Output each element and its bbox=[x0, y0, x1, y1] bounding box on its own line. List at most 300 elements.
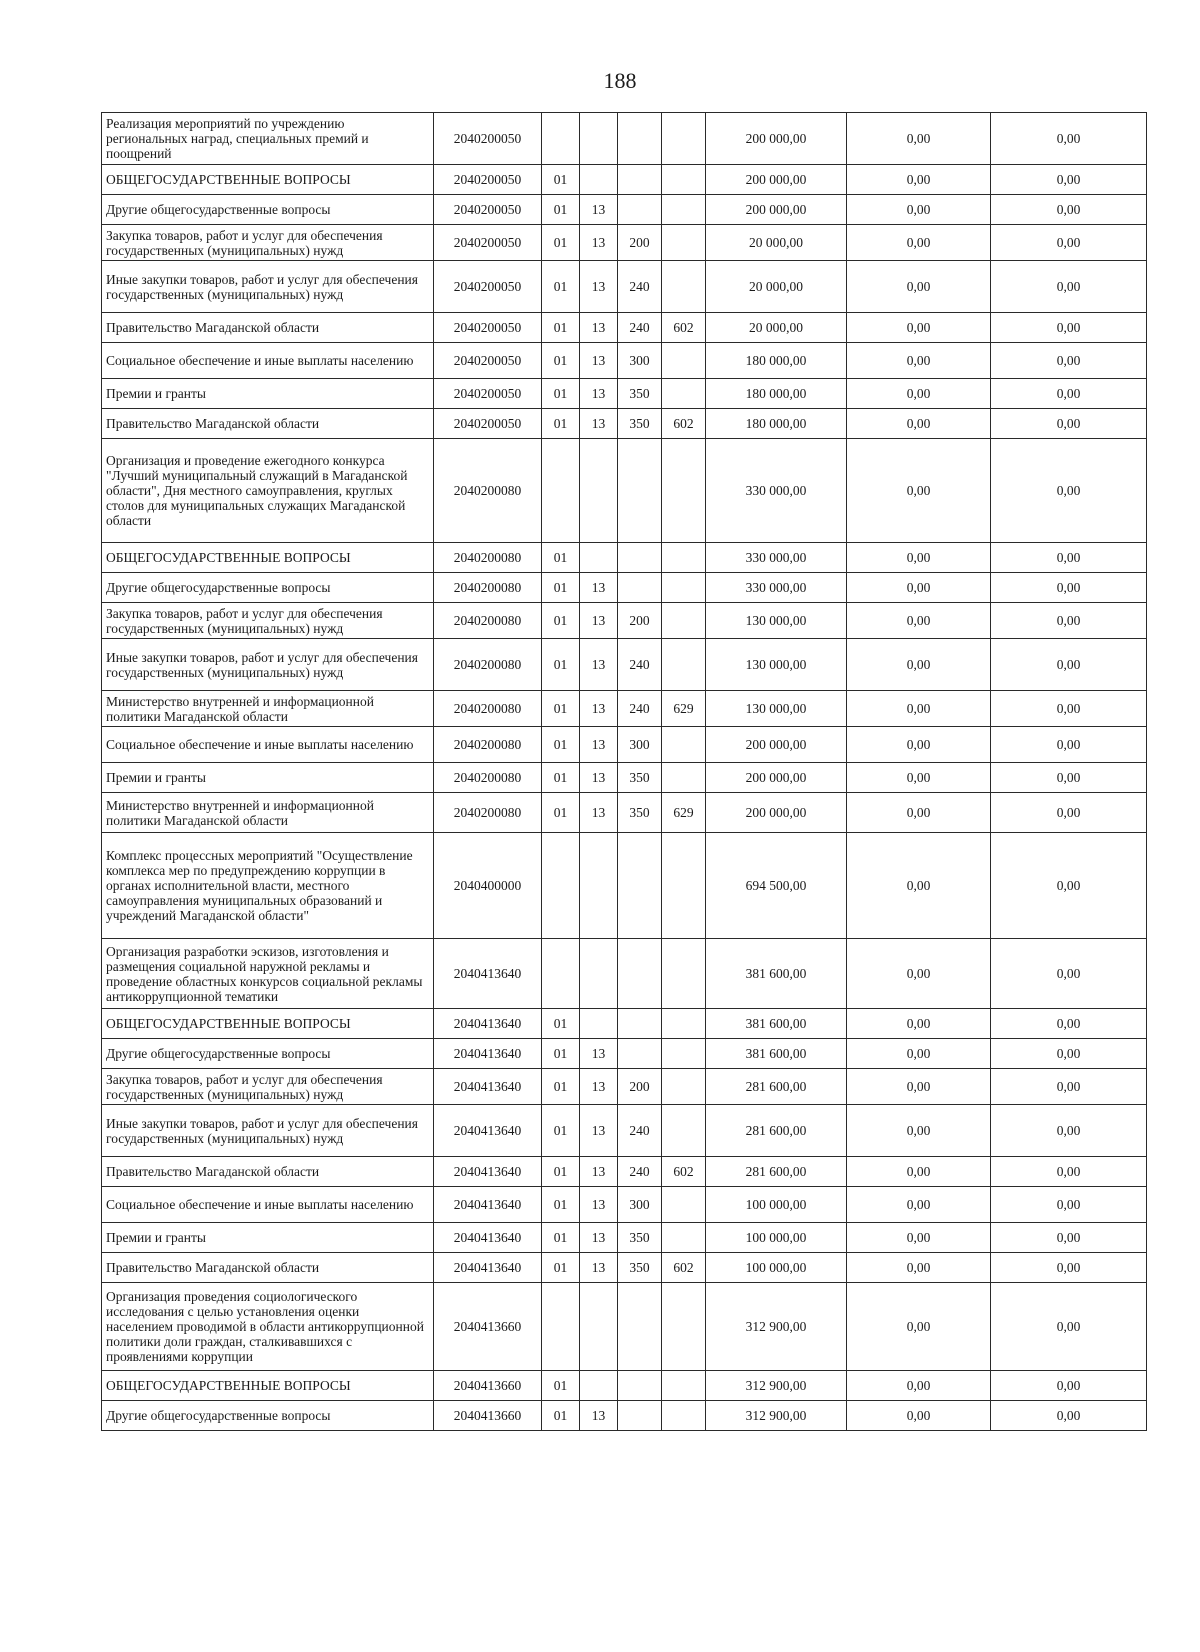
table-row bbox=[102, 727, 1147, 763]
cell-subsection: 13 bbox=[580, 793, 618, 833]
table-row bbox=[102, 225, 1147, 261]
cell-name: Правительство Магаданской области bbox=[102, 1253, 434, 1283]
cell-amount-year3: 0,00 bbox=[991, 833, 1147, 939]
cell-section: 01 bbox=[542, 1039, 580, 1069]
cell-target-code: 2040413660 bbox=[434, 1401, 542, 1431]
cell-amount-year2: 0,00 bbox=[847, 833, 991, 939]
cell-subsection: 13 bbox=[580, 225, 618, 261]
table-row bbox=[102, 1039, 1147, 1069]
cell-target-code: 2040200050 bbox=[434, 409, 542, 439]
cell-expense-type: 240 bbox=[618, 691, 662, 727]
cell-target-code: 2040413640 bbox=[434, 939, 542, 1009]
cell-amount-year3: 0,00 bbox=[991, 793, 1147, 833]
cell-amount-year1: 100 000,00 bbox=[706, 1187, 847, 1223]
cell-amount-year3: 0,00 bbox=[991, 939, 1147, 1009]
cell-amount-year3: 0,00 bbox=[991, 313, 1147, 343]
cell-amount-year3: 0,00 bbox=[991, 573, 1147, 603]
cell-subsection bbox=[580, 113, 618, 165]
cell-subsection: 13 bbox=[580, 639, 618, 691]
table-row bbox=[102, 1009, 1147, 1039]
cell-administrator bbox=[662, 543, 706, 573]
cell-administrator bbox=[662, 1223, 706, 1253]
cell-name: Закупка товаров, работ и услуг для обеспечения государственных (муниципальных) нужд bbox=[102, 603, 434, 639]
cell-target-code: 2040413640 bbox=[434, 1069, 542, 1105]
cell-name: ОБЩЕГОСУДАРСТВЕННЫЕ ВОПРОСЫ bbox=[102, 543, 434, 573]
cell-amount-year3: 0,00 bbox=[991, 603, 1147, 639]
cell-amount-year2: 0,00 bbox=[847, 313, 991, 343]
cell-amount-year2: 0,00 bbox=[847, 1401, 991, 1431]
cell-administrator bbox=[662, 1069, 706, 1105]
cell-target-code: 2040200080 bbox=[434, 793, 542, 833]
cell-subsection bbox=[580, 939, 618, 1009]
cell-amount-year1: 312 900,00 bbox=[706, 1401, 847, 1431]
table-row bbox=[102, 1157, 1147, 1187]
cell-target-code: 2040200050 bbox=[434, 225, 542, 261]
cell-expense-type bbox=[618, 833, 662, 939]
cell-administrator bbox=[662, 1009, 706, 1039]
cell-target-code: 2040200080 bbox=[434, 603, 542, 639]
cell-section: 01 bbox=[542, 691, 580, 727]
cell-expense-type: 240 bbox=[618, 313, 662, 343]
cell-target-code: 2040413640 bbox=[434, 1223, 542, 1253]
table-row bbox=[102, 439, 1147, 543]
page-number: 188 bbox=[603, 68, 637, 93]
cell-expense-type: 350 bbox=[618, 763, 662, 793]
cell-amount-year2: 0,00 bbox=[847, 113, 991, 165]
cell-amount-year3: 0,00 bbox=[991, 1157, 1147, 1187]
cell-expense-type: 240 bbox=[618, 1105, 662, 1157]
cell-subsection: 13 bbox=[580, 195, 618, 225]
table-row bbox=[102, 379, 1147, 409]
cell-amount-year1: 130 000,00 bbox=[706, 691, 847, 727]
cell-amount-year3: 0,00 bbox=[991, 1105, 1147, 1157]
cell-target-code: 2040200050 bbox=[434, 313, 542, 343]
cell-amount-year1: 200 000,00 bbox=[706, 727, 847, 763]
table-row bbox=[102, 1401, 1147, 1431]
cell-target-code: 2040400000 bbox=[434, 833, 542, 939]
cell-amount-year3: 0,00 bbox=[991, 1253, 1147, 1283]
cell-amount-year3: 0,00 bbox=[991, 165, 1147, 195]
cell-amount-year1: 200 000,00 bbox=[706, 165, 847, 195]
cell-name: Социальное обеспечение и иные выплаты населению bbox=[102, 343, 434, 379]
cell-amount-year3: 0,00 bbox=[991, 439, 1147, 543]
cell-target-code: 2040200080 bbox=[434, 727, 542, 763]
table-row bbox=[102, 343, 1147, 379]
cell-administrator bbox=[662, 165, 706, 195]
cell-amount-year1: 694 500,00 bbox=[706, 833, 847, 939]
cell-administrator bbox=[662, 1401, 706, 1431]
cell-target-code: 2040413640 bbox=[434, 1157, 542, 1187]
table-row bbox=[102, 1223, 1147, 1253]
cell-name: Правительство Магаданской области bbox=[102, 313, 434, 343]
cell-amount-year1: 20 000,00 bbox=[706, 225, 847, 261]
cell-amount-year1: 330 000,00 bbox=[706, 543, 847, 573]
cell-amount-year2: 0,00 bbox=[847, 1009, 991, 1039]
cell-amount-year3: 0,00 bbox=[991, 225, 1147, 261]
cell-administrator: 629 bbox=[662, 793, 706, 833]
cell-amount-year3: 0,00 bbox=[991, 1401, 1147, 1431]
cell-subsection: 13 bbox=[580, 1401, 618, 1431]
cell-target-code: 2040200050 bbox=[434, 343, 542, 379]
cell-section: 01 bbox=[542, 165, 580, 195]
cell-subsection: 13 bbox=[580, 379, 618, 409]
cell-expense-type: 300 bbox=[618, 343, 662, 379]
cell-target-code: 2040200080 bbox=[434, 763, 542, 793]
cell-amount-year2: 0,00 bbox=[847, 727, 991, 763]
cell-expense-type: 350 bbox=[618, 1253, 662, 1283]
cell-section: 01 bbox=[542, 543, 580, 573]
cell-amount-year3: 0,00 bbox=[991, 113, 1147, 165]
cell-subsection bbox=[580, 543, 618, 573]
cell-amount-year3: 0,00 bbox=[991, 409, 1147, 439]
cell-administrator bbox=[662, 1105, 706, 1157]
cell-amount-year2: 0,00 bbox=[847, 1253, 991, 1283]
table-row bbox=[102, 639, 1147, 691]
cell-section: 01 bbox=[542, 727, 580, 763]
cell-amount-year1: 381 600,00 bbox=[706, 939, 847, 1009]
cell-amount-year3: 0,00 bbox=[991, 343, 1147, 379]
cell-section: 01 bbox=[542, 603, 580, 639]
cell-amount-year1: 180 000,00 bbox=[706, 379, 847, 409]
cell-section: 01 bbox=[542, 573, 580, 603]
cell-amount-year3: 0,00 bbox=[991, 1371, 1147, 1401]
table-row bbox=[102, 573, 1147, 603]
cell-administrator bbox=[662, 379, 706, 409]
cell-target-code: 2040413640 bbox=[434, 1039, 542, 1069]
cell-section: 01 bbox=[542, 343, 580, 379]
table-row bbox=[102, 543, 1147, 573]
cell-amount-year3: 0,00 bbox=[991, 691, 1147, 727]
cell-target-code: 2040413660 bbox=[434, 1283, 542, 1371]
cell-expense-type bbox=[618, 543, 662, 573]
cell-amount-year2: 0,00 bbox=[847, 343, 991, 379]
table-row bbox=[102, 1069, 1147, 1105]
cell-amount-year2: 0,00 bbox=[847, 439, 991, 543]
cell-subsection: 13 bbox=[580, 1187, 618, 1223]
cell-amount-year3: 0,00 bbox=[991, 379, 1147, 409]
cell-amount-year2: 0,00 bbox=[847, 793, 991, 833]
cell-section bbox=[542, 833, 580, 939]
cell-expense-type: 200 bbox=[618, 1069, 662, 1105]
cell-subsection: 13 bbox=[580, 1223, 618, 1253]
cell-amount-year1: 330 000,00 bbox=[706, 439, 847, 543]
cell-target-code: 2040200050 bbox=[434, 165, 542, 195]
cell-section: 01 bbox=[542, 261, 580, 313]
cell-section bbox=[542, 113, 580, 165]
cell-subsection: 13 bbox=[580, 763, 618, 793]
table-row bbox=[102, 1105, 1147, 1157]
cell-target-code: 2040200080 bbox=[434, 573, 542, 603]
cell-amount-year3: 0,00 bbox=[991, 1283, 1147, 1371]
cell-expense-type: 240 bbox=[618, 639, 662, 691]
table-row bbox=[102, 313, 1147, 343]
cell-section: 01 bbox=[542, 1187, 580, 1223]
cell-expense-type: 240 bbox=[618, 1157, 662, 1187]
cell-subsection: 13 bbox=[580, 261, 618, 313]
cell-expense-type: 240 bbox=[618, 261, 662, 313]
cell-administrator bbox=[662, 639, 706, 691]
cell-subsection: 13 bbox=[580, 409, 618, 439]
cell-amount-year2: 0,00 bbox=[847, 165, 991, 195]
cell-amount-year1: 381 600,00 bbox=[706, 1039, 847, 1069]
cell-amount-year2: 0,00 bbox=[847, 1105, 991, 1157]
cell-name: Другие общегосударственные вопросы bbox=[102, 573, 434, 603]
cell-amount-year1: 281 600,00 bbox=[706, 1157, 847, 1187]
cell-amount-year2: 0,00 bbox=[847, 1039, 991, 1069]
cell-amount-year1: 180 000,00 bbox=[706, 409, 847, 439]
cell-subsection bbox=[580, 1371, 618, 1401]
cell-name: Реализация мероприятий по учреждению региональных наград, специальных премий и поощрений bbox=[102, 113, 434, 165]
cell-amount-year2: 0,00 bbox=[847, 1157, 991, 1187]
cell-section bbox=[542, 939, 580, 1009]
cell-subsection: 13 bbox=[580, 603, 618, 639]
cell-amount-year1: 100 000,00 bbox=[706, 1223, 847, 1253]
cell-target-code: 2040413640 bbox=[434, 1009, 542, 1039]
cell-expense-type: 350 bbox=[618, 379, 662, 409]
cell-amount-year2: 0,00 bbox=[847, 603, 991, 639]
cell-administrator bbox=[662, 343, 706, 379]
cell-administrator bbox=[662, 603, 706, 639]
cell-name: Правительство Магаданской области bbox=[102, 409, 434, 439]
cell-subsection bbox=[580, 165, 618, 195]
cell-name: Министерство внутренней и информационной политики Магаданской области bbox=[102, 691, 434, 727]
cell-subsection: 13 bbox=[580, 313, 618, 343]
cell-amount-year3: 0,00 bbox=[991, 1009, 1147, 1039]
cell-amount-year3: 0,00 bbox=[991, 1069, 1147, 1105]
cell-name: Социальное обеспечение и иные выплаты населению bbox=[102, 727, 434, 763]
cell-amount-year1: 200 000,00 bbox=[706, 113, 847, 165]
cell-target-code: 2040200080 bbox=[434, 439, 542, 543]
cell-section bbox=[542, 439, 580, 543]
cell-section: 01 bbox=[542, 1401, 580, 1431]
cell-target-code: 2040200080 bbox=[434, 543, 542, 573]
cell-section: 01 bbox=[542, 379, 580, 409]
cell-expense-type bbox=[618, 939, 662, 1009]
cell-subsection bbox=[580, 439, 618, 543]
cell-target-code: 2040200080 bbox=[434, 691, 542, 727]
cell-administrator bbox=[662, 113, 706, 165]
cell-section: 01 bbox=[542, 409, 580, 439]
cell-amount-year2: 0,00 bbox=[847, 379, 991, 409]
cell-subsection: 13 bbox=[580, 1039, 618, 1069]
cell-subsection: 13 bbox=[580, 1105, 618, 1157]
cell-section: 01 bbox=[542, 639, 580, 691]
cell-amount-year1: 180 000,00 bbox=[706, 343, 847, 379]
cell-name: Другие общегосударственные вопросы bbox=[102, 1039, 434, 1069]
cell-section: 01 bbox=[542, 763, 580, 793]
budget-table-body bbox=[102, 113, 1147, 1431]
cell-amount-year1: 281 600,00 bbox=[706, 1069, 847, 1105]
cell-target-code: 2040413640 bbox=[434, 1105, 542, 1157]
cell-administrator: 602 bbox=[662, 313, 706, 343]
cell-name: Премии и гранты bbox=[102, 379, 434, 409]
cell-amount-year3: 0,00 bbox=[991, 543, 1147, 573]
cell-administrator bbox=[662, 1283, 706, 1371]
cell-name: Организация и проведение ежегодного конкурса "Лучший муниципальный служащий в Магаданской области", Дня местного самоуправления, круглых столов для муниципальных служащих Магаданской области bbox=[102, 439, 434, 543]
cell-name: Закупка товаров, работ и услуг для обеспечения государственных (муниципальных) нужд bbox=[102, 225, 434, 261]
cell-amount-year1: 130 000,00 bbox=[706, 639, 847, 691]
table-row bbox=[102, 409, 1147, 439]
cell-section: 01 bbox=[542, 1371, 580, 1401]
cell-amount-year2: 0,00 bbox=[847, 1371, 991, 1401]
cell-name: Иные закупки товаров, работ и услуг для обеспечения государственных (муниципальных) нужд bbox=[102, 639, 434, 691]
cell-subsection: 13 bbox=[580, 343, 618, 379]
cell-section: 01 bbox=[542, 195, 580, 225]
cell-name: ОБЩЕГОСУДАРСТВЕННЫЕ ВОПРОСЫ bbox=[102, 165, 434, 195]
cell-subsection bbox=[580, 833, 618, 939]
cell-name: Премии и гранты bbox=[102, 1223, 434, 1253]
cell-target-code: 2040200080 bbox=[434, 639, 542, 691]
cell-amount-year2: 0,00 bbox=[847, 225, 991, 261]
table-row bbox=[102, 1283, 1147, 1371]
cell-expense-type: 350 bbox=[618, 409, 662, 439]
table-row bbox=[102, 833, 1147, 939]
cell-administrator bbox=[662, 195, 706, 225]
cell-section: 01 bbox=[542, 1069, 580, 1105]
cell-name: ОБЩЕГОСУДАРСТВЕННЫЕ ВОПРОСЫ bbox=[102, 1371, 434, 1401]
cell-expense-type bbox=[618, 1401, 662, 1431]
cell-amount-year1: 200 000,00 bbox=[706, 195, 847, 225]
cell-amount-year1: 330 000,00 bbox=[706, 573, 847, 603]
cell-amount-year3: 0,00 bbox=[991, 1223, 1147, 1253]
cell-target-code: 2040200050 bbox=[434, 379, 542, 409]
cell-amount-year1: 20 000,00 bbox=[706, 261, 847, 313]
cell-amount-year1: 200 000,00 bbox=[706, 793, 847, 833]
cell-subsection bbox=[580, 1009, 618, 1039]
cell-target-code: 2040413660 bbox=[434, 1371, 542, 1401]
cell-subsection: 13 bbox=[580, 1157, 618, 1187]
cell-amount-year2: 0,00 bbox=[847, 939, 991, 1009]
cell-section: 01 bbox=[542, 225, 580, 261]
cell-administrator: 629 bbox=[662, 691, 706, 727]
cell-administrator bbox=[662, 439, 706, 543]
cell-administrator bbox=[662, 939, 706, 1009]
cell-administrator bbox=[662, 833, 706, 939]
table-row bbox=[102, 939, 1147, 1009]
cell-administrator bbox=[662, 1371, 706, 1401]
cell-name: Иные закупки товаров, работ и услуг для обеспечения государственных (муниципальных) нужд bbox=[102, 1105, 434, 1157]
cell-amount-year3: 0,00 bbox=[991, 763, 1147, 793]
cell-administrator bbox=[662, 261, 706, 313]
cell-amount-year2: 0,00 bbox=[847, 195, 991, 225]
cell-target-code: 2040200050 bbox=[434, 261, 542, 313]
cell-subsection bbox=[580, 1283, 618, 1371]
cell-name: Иные закупки товаров, работ и услуг для обеспечения государственных (муниципальных) нужд bbox=[102, 261, 434, 313]
cell-administrator bbox=[662, 727, 706, 763]
cell-section: 01 bbox=[542, 1253, 580, 1283]
cell-name: Социальное обеспечение и иные выплаты населению bbox=[102, 1187, 434, 1223]
cell-amount-year1: 281 600,00 bbox=[706, 1105, 847, 1157]
cell-expense-type: 300 bbox=[618, 727, 662, 763]
cell-subsection: 13 bbox=[580, 727, 618, 763]
cell-amount-year3: 0,00 bbox=[991, 195, 1147, 225]
cell-expense-type bbox=[618, 1039, 662, 1069]
cell-amount-year2: 0,00 bbox=[847, 261, 991, 313]
cell-expense-type: 200 bbox=[618, 603, 662, 639]
cell-amount-year1: 381 600,00 bbox=[706, 1009, 847, 1039]
cell-administrator: 602 bbox=[662, 1253, 706, 1283]
cell-target-code: 2040200050 bbox=[434, 195, 542, 225]
cell-administrator bbox=[662, 763, 706, 793]
cell-section: 01 bbox=[542, 1223, 580, 1253]
cell-name: Другие общегосударственные вопросы bbox=[102, 1401, 434, 1431]
cell-amount-year3: 0,00 bbox=[991, 1039, 1147, 1069]
cell-administrator bbox=[662, 225, 706, 261]
cell-name: Организация проведения социологического исследования с целью установления оценки населением проводимой в области антикоррупционной политики доли граждан, сталкивавшихся с проявлениями коррупции bbox=[102, 1283, 434, 1371]
cell-section: 01 bbox=[542, 313, 580, 343]
cell-administrator bbox=[662, 573, 706, 603]
cell-amount-year3: 0,00 bbox=[991, 639, 1147, 691]
cell-amount-year2: 0,00 bbox=[847, 763, 991, 793]
cell-amount-year2: 0,00 bbox=[847, 639, 991, 691]
cell-expense-type bbox=[618, 113, 662, 165]
cell-subsection: 13 bbox=[580, 573, 618, 603]
cell-amount-year1: 130 000,00 bbox=[706, 603, 847, 639]
cell-name: Комплекс процессных мероприятий "Осуществление комплекса мер по предупреждению коррупции в органах исполнительной власти, местного самоуправления муниципальных образований и учреждений Магаданской области" bbox=[102, 833, 434, 939]
cell-amount-year2: 0,00 bbox=[847, 573, 991, 603]
cell-target-code: 2040413640 bbox=[434, 1187, 542, 1223]
cell-expense-type bbox=[618, 165, 662, 195]
table-row bbox=[102, 691, 1147, 727]
cell-administrator bbox=[662, 1039, 706, 1069]
cell-amount-year1: 100 000,00 bbox=[706, 1253, 847, 1283]
cell-amount-year1: 312 900,00 bbox=[706, 1283, 847, 1371]
cell-amount-year1: 20 000,00 bbox=[706, 313, 847, 343]
cell-expense-type: 350 bbox=[618, 1223, 662, 1253]
cell-section: 01 bbox=[542, 1009, 580, 1039]
cell-amount-year2: 0,00 bbox=[847, 1187, 991, 1223]
cell-name: ОБЩЕГОСУДАРСТВЕННЫЕ ВОПРОСЫ bbox=[102, 1009, 434, 1039]
cell-target-code: 2040413640 bbox=[434, 1253, 542, 1283]
cell-expense-type bbox=[618, 1371, 662, 1401]
cell-name: Министерство внутренней и информационной политики Магаданской области bbox=[102, 793, 434, 833]
cell-subsection: 13 bbox=[580, 1069, 618, 1105]
cell-amount-year3: 0,00 bbox=[991, 261, 1147, 313]
cell-expense-type: 300 bbox=[618, 1187, 662, 1223]
cell-section: 01 bbox=[542, 1105, 580, 1157]
cell-name: Организация разработки эскизов, изготовления и размещения социальной наружной рекламы и проведение областных конкурсов социальной рекламы антикоррупционной тематики bbox=[102, 939, 434, 1009]
cell-amount-year2: 0,00 bbox=[847, 1069, 991, 1105]
cell-amount-year2: 0,00 bbox=[847, 1283, 991, 1371]
cell-expense-type bbox=[618, 1009, 662, 1039]
cell-amount-year2: 0,00 bbox=[847, 691, 991, 727]
cell-name: Закупка товаров, работ и услуг для обеспечения государственных (муниципальных) нужд bbox=[102, 1069, 434, 1105]
cell-section bbox=[542, 1283, 580, 1371]
cell-expense-type: 350 bbox=[618, 793, 662, 833]
cell-amount-year2: 0,00 bbox=[847, 543, 991, 573]
cell-name: Другие общегосударственные вопросы bbox=[102, 195, 434, 225]
cell-subsection: 13 bbox=[580, 1253, 618, 1283]
table-row bbox=[102, 793, 1147, 833]
cell-amount-year3: 0,00 bbox=[991, 1187, 1147, 1223]
cell-name: Правительство Магаданской области bbox=[102, 1157, 434, 1187]
cell-name: Премии и гранты bbox=[102, 763, 434, 793]
cell-expense-type: 200 bbox=[618, 225, 662, 261]
cell-administrator: 602 bbox=[662, 409, 706, 439]
cell-expense-type bbox=[618, 439, 662, 543]
cell-administrator bbox=[662, 1187, 706, 1223]
cell-expense-type bbox=[618, 1283, 662, 1371]
table-row bbox=[102, 1371, 1147, 1401]
cell-expense-type bbox=[618, 195, 662, 225]
cell-section: 01 bbox=[542, 1157, 580, 1187]
table-row bbox=[102, 113, 1147, 165]
cell-amount-year1: 312 900,00 bbox=[706, 1371, 847, 1401]
cell-amount-year3: 0,00 bbox=[991, 727, 1147, 763]
table-row bbox=[102, 1253, 1147, 1283]
table-row bbox=[102, 763, 1147, 793]
table-row bbox=[102, 1187, 1147, 1223]
